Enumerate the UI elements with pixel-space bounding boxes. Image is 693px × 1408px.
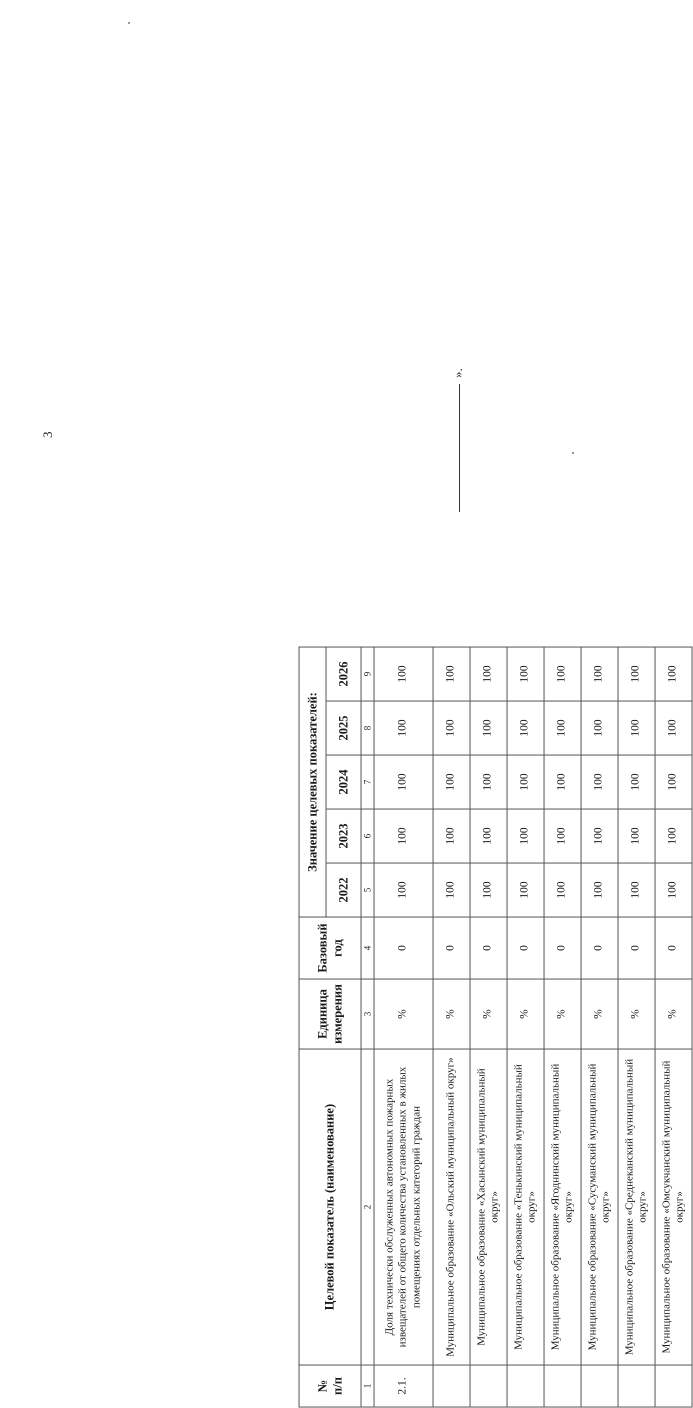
row-value: 100 <box>655 647 692 701</box>
row-unit: % <box>433 979 470 1049</box>
row-value: 100 <box>470 863 507 917</box>
scan-speck <box>572 452 574 454</box>
row-base: 0 <box>507 917 544 979</box>
row-name: Доля технически обслуженных автономных пожарных извещателей от общего количества установленных в жилых помещениях отдельных категорий граждан <box>374 1049 433 1365</box>
column-number: 3 <box>361 979 374 1049</box>
row-index <box>581 1365 618 1407</box>
table-row <box>581 647 618 1407</box>
row-value: 100 <box>433 755 470 809</box>
row-value: 100 <box>544 647 581 701</box>
row-value: 100 <box>618 755 655 809</box>
row-index <box>655 1365 692 1407</box>
row-name: Муниципальное образование «Ягоднинский муниципальный округ» <box>544 1049 581 1365</box>
row-value: 100 <box>433 809 470 863</box>
row-base: 0 <box>374 917 433 979</box>
closing-block <box>448 356 472 516</box>
row-value: 100 <box>655 755 692 809</box>
row-base: 0 <box>433 917 470 979</box>
row-value: 100 <box>433 701 470 755</box>
row-value: 100 <box>507 863 544 917</box>
row-base: 0 <box>581 917 618 979</box>
row-name: Муниципальное образование «Среднеканский муниципальный округ» <box>618 1049 655 1365</box>
table-row <box>374 647 433 1407</box>
row-value: 100 <box>374 809 433 863</box>
indicators-table <box>299 646 693 1407</box>
table-row <box>507 647 544 1407</box>
header-index: № п/п <box>299 1365 361 1407</box>
row-unit: % <box>618 979 655 1049</box>
header-year: 2022 <box>326 863 361 917</box>
row-value: 100 <box>507 701 544 755</box>
row-value: 100 <box>618 647 655 701</box>
row-unit: % <box>470 979 507 1049</box>
row-value: 100 <box>470 647 507 701</box>
row-value: 100 <box>581 809 618 863</box>
row-value: 100 <box>618 863 655 917</box>
row-value: 100 <box>618 701 655 755</box>
row-value: 100 <box>655 863 692 917</box>
row-value: 100 <box>655 701 692 755</box>
column-number: 7 <box>361 755 374 809</box>
row-value: 100 <box>374 863 433 917</box>
row-value: 100 <box>507 647 544 701</box>
row-index: 2.1. <box>374 1365 433 1407</box>
row-unit: % <box>544 979 581 1049</box>
column-number: 8 <box>361 701 374 755</box>
header-year: 2023 <box>326 809 361 863</box>
table-row <box>544 647 581 1407</box>
header-values-group: Значение целевых показателей: <box>299 647 326 917</box>
row-name: Муниципальное образование «Ольский муниципальный округ» <box>433 1049 470 1365</box>
row-name: Муниципальное образование «Тенькинский муниципальный округ» <box>507 1049 544 1365</box>
row-base: 0 <box>544 917 581 979</box>
row-index <box>507 1365 544 1407</box>
column-number: 1 <box>361 1365 374 1407</box>
row-unit: % <box>374 979 433 1049</box>
header-row <box>299 647 326 1407</box>
row-value: 100 <box>581 701 618 755</box>
row-value: 100 <box>544 809 581 863</box>
row-value: 100 <box>544 701 581 755</box>
column-number: 5 <box>361 863 374 917</box>
row-index <box>470 1365 507 1407</box>
table-row <box>655 647 692 1407</box>
closing-rule <box>459 384 460 512</box>
header-base-year: Базовый год <box>299 917 361 979</box>
table-row <box>470 647 507 1407</box>
column-number: 4 <box>361 917 374 979</box>
row-unit: % <box>655 979 692 1049</box>
column-number: 6 <box>361 809 374 863</box>
row-base: 0 <box>470 917 507 979</box>
header-year: 2026 <box>326 647 361 701</box>
row-value: 100 <box>581 863 618 917</box>
row-name: Муниципальное образование «Хасынский муниципальный округ» <box>470 1049 507 1365</box>
row-name: Муниципальное образование «Омсукчанский муниципальный округ» <box>655 1049 692 1365</box>
header-name: Целевой показатель (наименование) <box>299 1049 361 1365</box>
row-value: 100 <box>470 809 507 863</box>
row-value: 100 <box>544 755 581 809</box>
row-value: 100 <box>470 701 507 755</box>
header-year: 2025 <box>326 701 361 755</box>
row-index <box>544 1365 581 1407</box>
row-value: 100 <box>507 809 544 863</box>
row-value: 100 <box>581 755 618 809</box>
column-number-row <box>361 647 374 1407</box>
row-value: 100 <box>581 647 618 701</box>
column-number: 2 <box>361 1049 374 1365</box>
column-number: 9 <box>361 647 374 701</box>
table-row <box>618 647 655 1407</box>
header-unit: Единица измерения <box>299 979 361 1049</box>
row-name: Муниципальное образование «Сусуманский муниципальный округ» <box>581 1049 618 1365</box>
row-value: 100 <box>433 647 470 701</box>
row-unit: % <box>507 979 544 1049</box>
row-value: 100 <box>618 809 655 863</box>
row-value: 100 <box>374 647 433 701</box>
row-base: 0 <box>618 917 655 979</box>
page-number: 3 <box>40 431 55 438</box>
row-base: 0 <box>655 917 692 979</box>
row-value: 100 <box>433 863 470 917</box>
row-unit: % <box>581 979 618 1049</box>
row-value: 100 <box>507 755 544 809</box>
row-index <box>433 1365 470 1407</box>
row-value: 100 <box>470 755 507 809</box>
closing-quote-mark: ». <box>450 368 465 378</box>
scan-speck <box>128 22 130 24</box>
row-value: 100 <box>655 809 692 863</box>
row-value: 100 <box>374 755 433 809</box>
row-index <box>618 1365 655 1407</box>
table-row <box>433 647 470 1407</box>
row-value: 100 <box>374 701 433 755</box>
row-value: 100 <box>544 863 581 917</box>
header-year: 2024 <box>326 755 361 809</box>
